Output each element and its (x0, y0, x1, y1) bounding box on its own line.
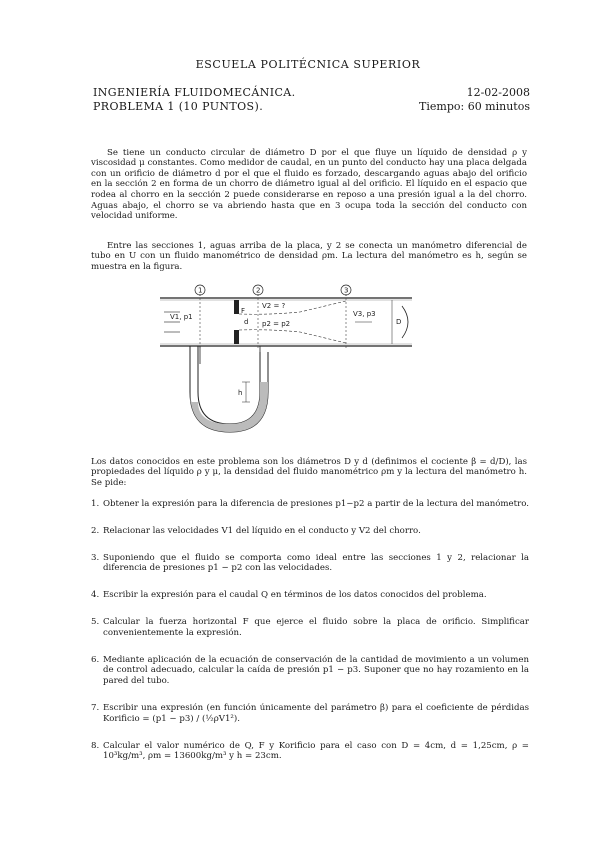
v2-label: V2 = ? (262, 302, 286, 310)
exam-time: Tiempo: 60 minutos (419, 100, 530, 113)
question-number: 2. (91, 525, 100, 536)
section-1-label: 1 (198, 286, 203, 295)
question-text: Calcular la fuerza horizontal F que ejerce el fluido sobre la placa de orificio. Simplificar convenientemente la expresión. (103, 616, 529, 638)
h-label: h (238, 389, 243, 397)
D-label: D (396, 318, 402, 326)
intro-paragraph-2: Entre las secciones 1, aguas arriba de la placa, y 2 se conecta un manómetro diferencial de tubo en U con un fluido manométrico de densidad ρm. La lectura del manómetro es h, según se muestra en la figura. (91, 240, 527, 272)
question-item (91, 741, 529, 763)
question-text: Mediante aplicación de la ecuación de conservación de la cantidad de movimiento a un volumen de control adecuado, calcular la caída de presión p1 − p3. Suponer que no hay rozamiento en la pared del tubo. (103, 654, 529, 687)
question-number: 3. (91, 552, 100, 563)
intro-paragraph-3: Los datos conocidos en este problema son los diámetros D y d (definimos el cociente β = d/D), las propiedades del líquido ρ y μ, la densidad del fluido manométrico ρm y la lectura del manómetro h. Se pide: (91, 456, 527, 488)
question-item (91, 526, 529, 537)
question-number: 6. (91, 654, 100, 665)
header-left (93, 86, 296, 114)
d-label: d (244, 318, 249, 326)
orifice-plate-top (234, 300, 239, 314)
question-text: Obtener la expresión para la diferencia de presiones p1−p2 a partir de la lectura del manómetro. (103, 499, 529, 509)
exam-date: 12-02-2008 (466, 86, 530, 99)
question-text: Suponiendo que el fluido se comporta como ideal entre las secciones 1 y 2, relacionar la diferencia de presiones p1 − p2 con las velocidades. (103, 552, 529, 574)
orifice-figure (150, 282, 440, 437)
question-item (91, 499, 529, 510)
question-text: Escribir una expresión (en función únicamente del parámetro β) para el coeficiente de pérdidas Korificio = (p1 − p3) / (½ρV1²). (103, 702, 529, 724)
question-number: 8. (91, 740, 100, 751)
v1-label: V1, p1 (170, 313, 193, 321)
question-number: 5. (91, 616, 100, 627)
header-right (419, 86, 530, 114)
question-text: Relacionar las velocidades V1 del líquido en el conducto y V2 del chorro. (103, 525, 421, 536)
question-number: 1. (91, 499, 100, 509)
question-text: Calcular el valor numérico de Q, F y Korificio para el caso con D = 4cm, d = 1,25cm, ρ = 10³kg/m³, ρm = 13600kg/m³ y h = 23cm. (103, 740, 529, 762)
course-title: INGENIERÍA FLUIDOMECÁNICA. (93, 86, 296, 99)
question-list (91, 499, 529, 762)
u-tube-inner (198, 346, 260, 424)
question-item (91, 655, 529, 687)
problem-title: PROBLEMA 1 (10 PUNTOS). (93, 100, 264, 113)
school-title: ESCUELA POLITÉCNICA SUPERIOR (195, 58, 421, 71)
p2-label: p2 = p2 (262, 320, 291, 328)
question-item (91, 553, 529, 575)
question-number: 4. (91, 590, 100, 601)
F-label: F (241, 307, 246, 315)
question-item (91, 617, 529, 639)
intro-paragraph-1: Se tiene un conducto circular de diámetro D por el que fluye un líquido de densidad ρ y viscosidad μ constantes. Como medidor de caudal, en un punto del conducto hay una placa delgada con un orificio de diámetro d por el que el fluido es forzado, descargando aguas abajo del orificio en la sección 2 en forma de un chorro de diámetro igual al del orificio. El líquido en el espacio que rodea al chorro en la sección 2 puede considerarse en reposo a una presión igual a la del chorro. Aguas abajo, el chorro se va abriendo hasta que en 3 ocupa toda la sección del conducto con velocidad uniforme. (91, 147, 527, 222)
v3-label: V3, p3 (353, 310, 376, 318)
question-number: 7. (91, 702, 100, 713)
question-item (91, 590, 529, 601)
orifice-plate-bottom (234, 330, 239, 344)
section-3-label: 3 (344, 286, 349, 295)
question-text: Escribir la expresión para el caudal Q en términos de los datos conocidos del problema. (103, 590, 487, 601)
section-2-label: 2 (256, 286, 261, 295)
question-item (91, 703, 529, 725)
